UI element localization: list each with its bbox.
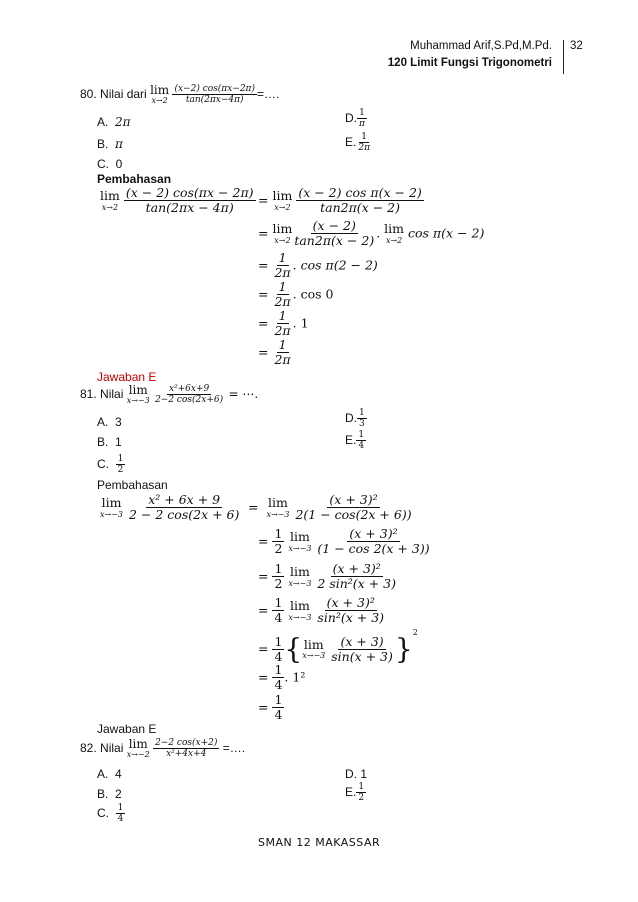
option-a: A. 3 xyxy=(97,415,122,429)
page-number: 32 xyxy=(570,40,583,52)
header-book-title: 120 Limit Fungsi Trigonometri xyxy=(387,57,552,69)
footer-school: SMAN 12 MAKASSAR xyxy=(258,836,381,849)
q80-step-3: = $\frac{1}{2\pi}$ . cos π(2 − 2) xyxy=(258,250,378,281)
q81-lhs: lim x→−3 $\frac{\text{x² + 6x + 9}}{2 - 2 \cos(2x + 6)}$ xyxy=(100,492,240,523)
question-number: 82. xyxy=(80,741,97,756)
option-e: E. $\frac{1}{2\pi}$ xyxy=(345,132,370,154)
option-e: E. $\frac{1}{4}$ xyxy=(345,430,365,452)
pembahasan-81: Pembahasan xyxy=(97,478,168,492)
q81-step-7: = $\frac{1}{4}$ xyxy=(258,692,283,723)
question-80: 80. Nilai dari lim x→2 $\frac{(x-2) \cos(\pi x-2\pi)}{\tan(2\pi x-4\pi)}$ =…. xyxy=(80,83,280,106)
option-d: D. $\frac{1}{3}$ xyxy=(345,408,365,430)
option-c: C. $\frac{1}{4}$ xyxy=(97,803,124,825)
q81-step-3: = $\frac{1}{2}$ lim x→−3 $\frac{\text{(x + 3)²}}{\text{2 sin²(x + 3)}}$ xyxy=(258,561,396,592)
q80-step-5: = $\frac{1}{2\pi}$ . 1 xyxy=(258,308,309,339)
q81-step-2: = $\frac{1}{2}$ lim x→−3 $\frac{\text{(x + 3)²}}{(1 - \cos 2(x + 3))}$ xyxy=(258,526,430,557)
option-a: A. 4 xyxy=(97,767,122,781)
question-fraction: $\frac{(x-2) \cos(\pi x-2\pi)}{\tan(2\pi x-4\pi)}$ xyxy=(174,84,255,106)
question-prefix: Nilai dari xyxy=(100,87,147,102)
question-fraction: $\frac{2-2 \cos(x+2)}{\text{x²+4x+4}}$ xyxy=(155,738,218,760)
q81-step-5: = $\frac{1}{4}$ { lim x→−3 $\frac{(x + 3)}{\sin(x + 3)}$ }$^2$ xyxy=(258,628,418,666)
option-e: E. $\frac{1}{2}$ xyxy=(345,782,365,804)
option-b: B. 2 xyxy=(97,787,122,801)
q81-step-4: = $\frac{1}{4}$ lim x→−3 $\frac{\text{(x + 3)²}}{\text{sin²(x + 3)}}$ xyxy=(258,595,385,626)
question-81: 81. Nilai lim x→−3 $\frac{\text{x²+6x+9}}{2-2 \cos(2x+6)}$ = ⋯. xyxy=(80,383,259,406)
answer-81: Jawaban E xyxy=(97,722,157,736)
q81-step-6: = $\frac{1}{4}$ . 1² xyxy=(258,662,306,693)
option-c: C. 0 xyxy=(97,157,123,171)
q80-step-2: = lim x→2 $\frac{(x - 2)}{\tan 2\pi(x - 2)}$ . lim x→2 cos π(x − 2) xyxy=(258,218,485,249)
limit-operator: lim x→−2 xyxy=(126,737,150,760)
q80-step-6: = $\frac{1}{2\pi}$ xyxy=(258,337,291,368)
option-a: A. 2π xyxy=(97,115,131,129)
answer-80: Jawaban E xyxy=(97,370,157,384)
limit-operator: lim x→2 xyxy=(150,83,170,106)
option-b: B. π xyxy=(97,137,123,151)
question-82: 82. Nilai lim x→−2 $\frac{2-2 \cos(x+2)}{\text{x²+4x+4}}$ =…. xyxy=(80,737,246,760)
question-number: 81. xyxy=(80,387,97,402)
question-fraction: $\frac{\text{x²+6x+9}}{2-2 \cos(2x+6)}$ xyxy=(155,384,224,406)
header-author: Muhammad Arif,S.Pd,M.Pd. xyxy=(410,40,552,52)
question-number: 80. xyxy=(80,87,97,102)
question-prefix: Nilai xyxy=(100,741,124,756)
pembahasan-80: Pembahasan xyxy=(97,172,172,186)
q81-step-1: = lim x→−3 $\frac{\text{(x + 3)²}}{2(1 - \cos(2x + 6))}$ xyxy=(248,492,412,523)
question-prefix: Nilai xyxy=(100,387,124,402)
header-divider xyxy=(563,40,564,74)
option-d: D. $\frac{1}{\pi}$ xyxy=(345,108,365,130)
option-d: D. 1 xyxy=(345,767,368,781)
option-c: C. $\frac{1}{2}$ xyxy=(97,454,124,476)
q80-step-4: = $\frac{1}{2\pi}$ . cos 0 xyxy=(258,279,334,310)
q80-lhs: lim x→2 $\frac{(x - 2) \cos(\pi x - 2\pi)}{\tan(2\pi x - 4\pi)}$ xyxy=(100,185,254,216)
option-b: B. 1 xyxy=(97,435,122,449)
limit-operator: lim x→−3 xyxy=(126,383,150,406)
q80-step-1: = lim x→2 $\frac{\text{(x − 2) cos π(x − 2)}}{\tan 2\pi(x - 2)}$ xyxy=(258,185,422,216)
